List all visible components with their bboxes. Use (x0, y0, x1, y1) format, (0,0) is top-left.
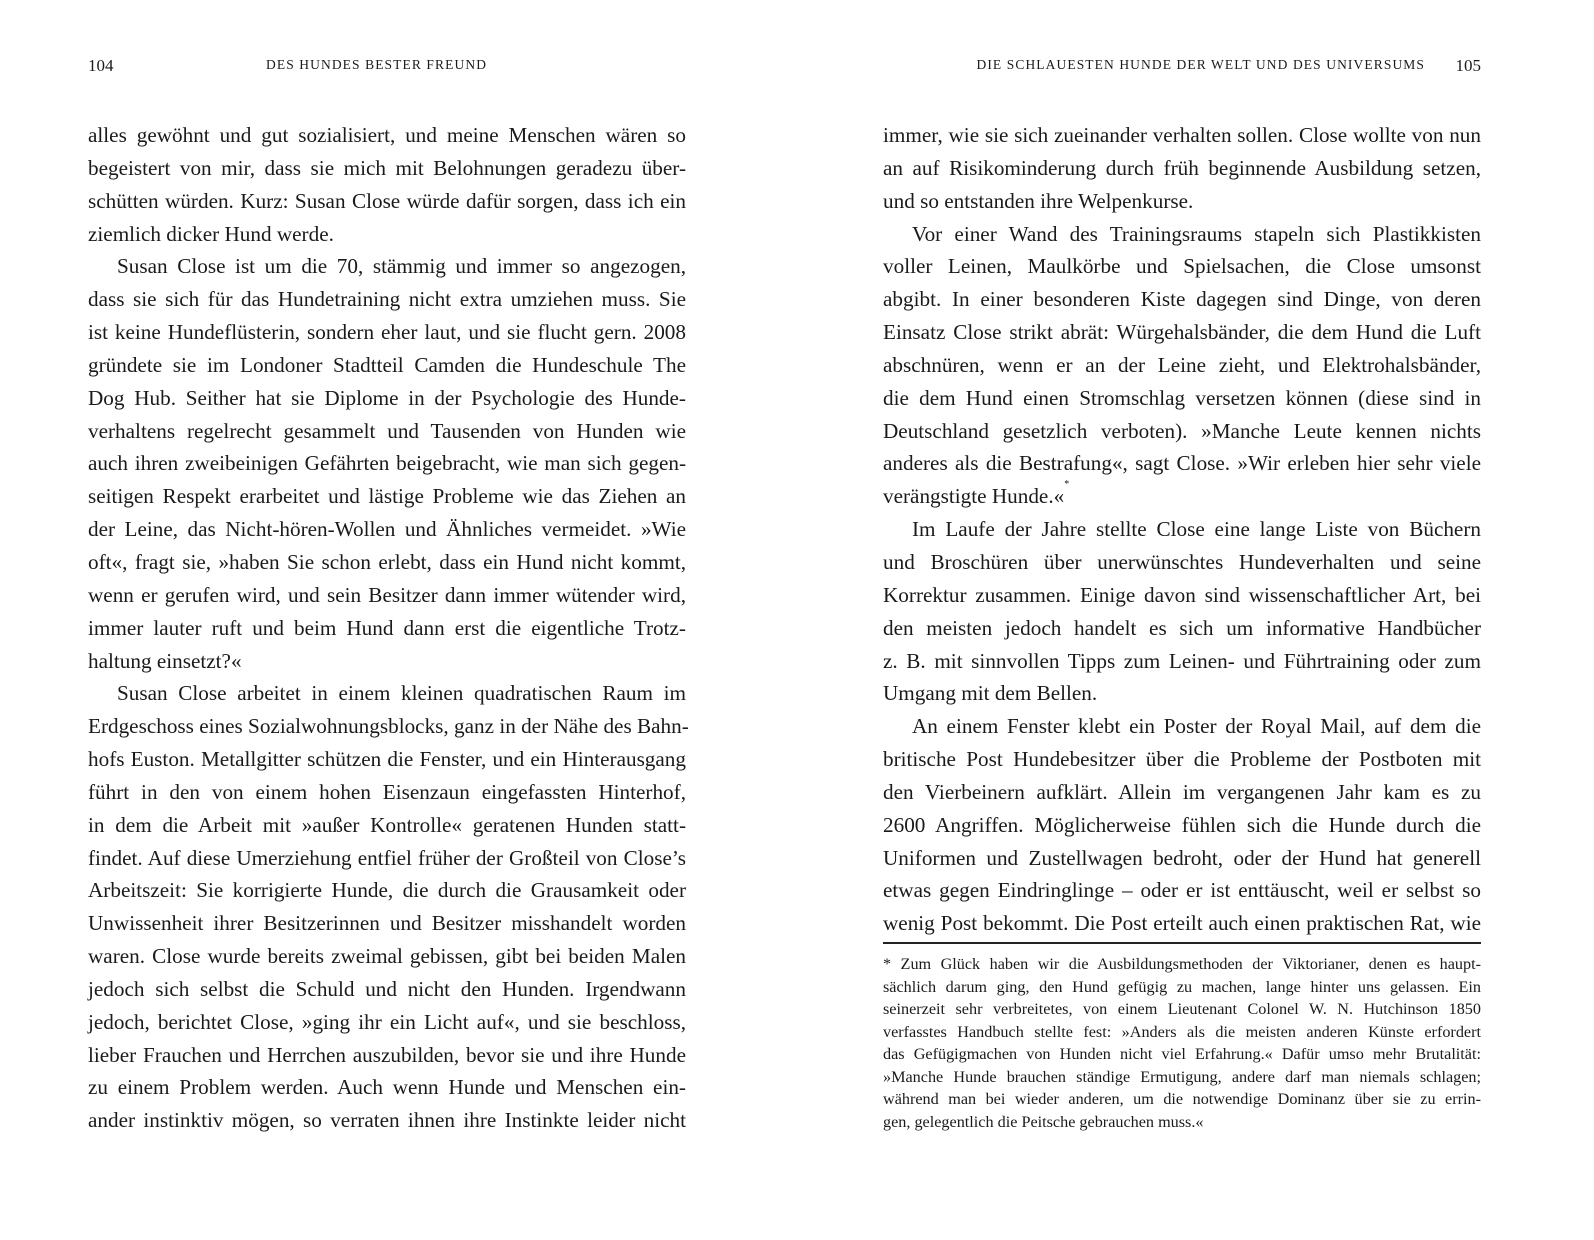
text-line (883, 316, 1481, 349)
line-text: Deutschland gesetzlich verboten). »Manche Leute kennen nichts (883, 418, 1481, 443)
text-line (88, 349, 686, 382)
line-text: den Vierbeinern aufklärt. Allein im vergangenen Jahr kam es zu (883, 779, 1481, 804)
text-line (883, 579, 1481, 612)
line-text: Einsatz Close strikt abrät: Würgehalsbänder, die dem Hund die Luft (883, 320, 1481, 345)
text-line (883, 546, 1481, 579)
line-text: Susan Close arbeitet in einem kleinen quadratischen Raum im (117, 681, 686, 706)
text-line (883, 907, 1481, 940)
footnote-rule (883, 942, 1481, 944)
line-text: voller Leinen, Maulkörbe und Spielsachen, die Close umsonst (883, 254, 1481, 279)
text-line (883, 710, 1481, 743)
text-line (883, 842, 1481, 875)
text-line (883, 415, 1481, 448)
paragraph (88, 250, 686, 677)
line-text: und so entstanden ihre Welpenkurse. (883, 188, 1194, 213)
text-line (883, 677, 1481, 710)
footnote-line: während man bei wieder anderen, um die notwendige Dominanz über sie zu errin- (883, 1090, 1481, 1108)
footnote-line: * Zum Glück haben wir die Ausbildungsmethoden der Viktorianer, denen es haupt- (883, 955, 1481, 973)
line-text: jedoch, berichtet Close, »ging ihr ein Licht auf«, und sie beschloss, (88, 1009, 686, 1034)
line-text: Vor einer Wand des Trainingsraums stapeln sich Plastikkisten (912, 221, 1481, 246)
footnote-line: »Manche Hunde brauchen ständige Ermutigung, andere darf man niemals schlagen; (883, 1067, 1481, 1086)
line-text: auch ihren zweibeinigen Gefährten beigebracht, wie man sich gegen- (88, 451, 686, 476)
text-line (88, 119, 686, 152)
line-text: findet. Auf diese Umerziehung entfiel früher der Großteil von Close’s (88, 845, 686, 870)
footnote-line: verfasstes Handbuch stellte fest: »Anders als die meisten anderen Künste erfordert (883, 1022, 1481, 1041)
line-text: Unwissenheit ihrer Besitzerinnen und Besitzer misshandelt worden (88, 911, 686, 936)
text-line (88, 940, 686, 973)
text-line (883, 218, 1481, 251)
text-line (88, 382, 686, 415)
line-text: Susan Close ist um die 70, stämmig und immer so angezogen, (117, 254, 686, 279)
paragraph (88, 119, 686, 250)
text-line (88, 612, 686, 645)
page-number: 105 (1455, 56, 1481, 75)
text-line (88, 546, 686, 579)
line-text: schütten würden. Kurz: Susan Close würde dafür sorgen, dass ich ein (88, 188, 686, 213)
line-text: jedoch sich selbst die Schuld und nicht den Hunden. Irgendwann (88, 976, 686, 1001)
body-text (88, 119, 689, 1137)
line-text: Arbeitszeit: Sie korrigierte Hunde, die durch die Grausamkeit oder (88, 878, 686, 903)
text-line (88, 415, 686, 448)
line-text: und Broschüren über unerwünschtes Hundeverhalten und seine (883, 549, 1481, 574)
paragraph (883, 119, 1481, 218)
line-text: führt in den von einem hohen Eisenzaun eingefassten Hinterhof, (88, 779, 686, 804)
text-line (883, 743, 1481, 776)
running-head: DES HUNDES BESTER FREUND (266, 57, 488, 72)
line-text: ist keine Hundeflüsterin, sondern eher laut, und sie flucht gern. 2008 (88, 320, 686, 345)
line-text: abschnüren, wenn er an der Leine zieht, und Elektrohalsbänder, (883, 352, 1481, 377)
running-head: DIE SCHLAUESTEN HUNDE DER WELT UND DES UNIVERSUMS (976, 57, 1425, 72)
text-line (883, 776, 1481, 809)
text-line (883, 382, 1481, 415)
footnote-line: das Gefügigmachen von Hunden nicht viel Erfahrung.« Dafür umso mehr Brutalität: (883, 1045, 1481, 1063)
line-text: begeistert von mir, dass sie mich mit Belohnungen geradezu über- (88, 155, 686, 180)
line-text: britische Post Hundebesitzer über die Probleme der Postboten mit (883, 747, 1481, 772)
line-text: oft«, fragt sie, »haben Sie schon erlebt, dass ein Hund nicht kommt, (88, 549, 686, 574)
line-text: in dem die Arbeit mit »außer Kontrolle« geratenen Hunden statt- (88, 812, 686, 837)
line-text: verhaltens regelrecht gesammelt und Tausenden von Hunden wie (88, 418, 686, 443)
text-line (883, 185, 1481, 218)
line-text: Uniformen und Zustellwagen bedroht, oder der Hund hat generell (883, 845, 1481, 870)
text-line (883, 119, 1481, 152)
text-line (883, 250, 1481, 283)
line-text: etwas gegen Eindringlinge – oder er ist enttäuscht, weil er selbst so (883, 878, 1481, 903)
line-text: 2600 Angriffen. Möglicherweise fühlen sich die Hunde durch die (883, 812, 1481, 837)
line-text: abgibt. In einer besonderen Kiste dagegen sind Dinge, von deren (883, 287, 1481, 312)
page-header (88, 56, 686, 78)
line-text: An einem Fenster klebt ein Poster der Royal Mail, auf dem die (912, 714, 1481, 739)
line-text: gründete sie im Londoner Stadtteil Camden die Hundeschule The (88, 352, 686, 377)
line-text: immer, wie sie sich zueinander verhalten sollen. Close wollte von nun (883, 123, 1481, 147)
body-text (883, 119, 1481, 940)
line-text: wenn er gerufen wird, und sein Besitzer dann immer wütender wird, (88, 582, 686, 607)
text-line (883, 480, 1481, 513)
line-text: haltung einsetzt?« (88, 648, 242, 673)
text-line (88, 283, 686, 316)
text-line (883, 809, 1481, 842)
footnote-line: sächlich darum ging, den Hund gefügig zu machen, lange hinter uns gelassen. Ein (883, 977, 1481, 996)
text-line (883, 447, 1481, 480)
page-number: 104 (88, 56, 114, 75)
text-line (88, 1071, 686, 1104)
text-line (88, 152, 686, 185)
text-line (88, 316, 686, 349)
text-line (88, 743, 686, 776)
line-text: Im Laufe der Jahre stellte Close eine lange Liste von Büchern (912, 517, 1481, 542)
paragraph (883, 218, 1481, 514)
text-line (883, 152, 1481, 185)
text-line (88, 842, 686, 875)
line-text: immer lauter ruft und beim Hund dann erst die eigentliche Trotz- (88, 615, 686, 640)
text-line (88, 907, 686, 940)
text-line (88, 874, 686, 907)
text-line (88, 809, 686, 842)
paragraph (88, 677, 689, 1137)
line-text: ander instinktiv mögen, so verraten ihnen ihre Instinkte leider nicht (88, 1108, 686, 1133)
line-text: seitigen Respekt erarbeitet und lästige Probleme wie das Ziehen an (88, 484, 686, 509)
text-line (88, 1039, 686, 1072)
text-line (883, 513, 1481, 546)
text-line (88, 579, 686, 612)
line-text: an auf Risikominderung durch früh beginnende Ausbildung setzen, (883, 155, 1481, 180)
line-text: z. B. mit sinnvollen Tipps zum Leinen- und Führtraining oder zum (883, 648, 1481, 673)
line-text: wenig Post bekommt. Die Post erteilt auch einen praktischen Rat, wie (883, 911, 1481, 936)
text-line (88, 513, 686, 546)
text-line (88, 1006, 686, 1039)
footnote-line: gen, gelegentlich die Peitsche gebrauchen muss.« (883, 1112, 1204, 1131)
line-text: zu einem Problem werden. Auch wenn Hunde und Menschen ein- (88, 1075, 686, 1100)
footnote-line: seinerzeit sehr verbreitetes, von einem Lieutenant Colonel W. N. Hutchinson 1850 (883, 1000, 1481, 1018)
text-line (88, 447, 686, 480)
text-line (883, 645, 1481, 678)
paragraph (883, 710, 1481, 940)
text-line (883, 612, 1481, 645)
line-text: Dog Hub. Seither hat sie Diplome in der Psychologie des Hunde- (88, 385, 686, 410)
page-header (883, 56, 1481, 78)
paragraph (883, 513, 1481, 710)
text-line (88, 480, 686, 513)
text-line (88, 677, 686, 710)
line-text: dass sie sich für das Hundetraining nicht extra umziehen muss. Sie (88, 287, 686, 312)
text-line (88, 218, 686, 251)
line-text: lieber Frauchen und Herrchen auszubilden, bevor sie und ihre Hunde (88, 1042, 686, 1067)
footnote-marker: * (1064, 479, 1070, 491)
text-line (88, 1104, 686, 1137)
text-line (883, 874, 1481, 907)
line-text: der Leine, das Nicht-hören-Wollen und Ähnliches vermeidet. »Wie (88, 517, 686, 542)
text-line (88, 710, 689, 743)
text-line (88, 776, 686, 809)
line-text: Korrektur zusammen. Einige davon sind wissenschaftlicher Art, bei (883, 582, 1481, 607)
line-text: Umgang mit dem Bellen. (883, 681, 1098, 706)
text-line (883, 283, 1481, 316)
line-text: anderes als die Bestrafung«, sagt Close. »Wir erleben hier sehr viele (883, 451, 1481, 476)
footnote (883, 953, 1481, 1133)
line-text: Erdgeschoss eines Sozialwohnungsblocks, ganz in der Nähe des Bahn- (88, 714, 689, 739)
line-text: die dem Hund einen Stromschlag versetzen können (diese sind in (883, 385, 1481, 410)
text-line (88, 250, 686, 283)
text-line (88, 973, 686, 1006)
line-text: verängstigte Hunde.« (883, 484, 1065, 509)
line-text: alles gewöhnt und gut sozialisiert, und meine Menschen wären so (88, 123, 686, 147)
line-text: hofs Euston. Metallgitter schützen die Fenster, und ein Hinterausgang (88, 747, 686, 772)
text-line (88, 645, 686, 678)
line-text: den meisten jedoch handelt es sich um informative Handbücher (883, 615, 1481, 640)
text-line (883, 349, 1481, 382)
line-text: ziemlich dicker Hund werde. (88, 221, 334, 246)
line-text: waren. Close wurde bereits zweimal gebissen, gibt bei beiden Malen (88, 944, 686, 969)
text-line (88, 185, 686, 218)
